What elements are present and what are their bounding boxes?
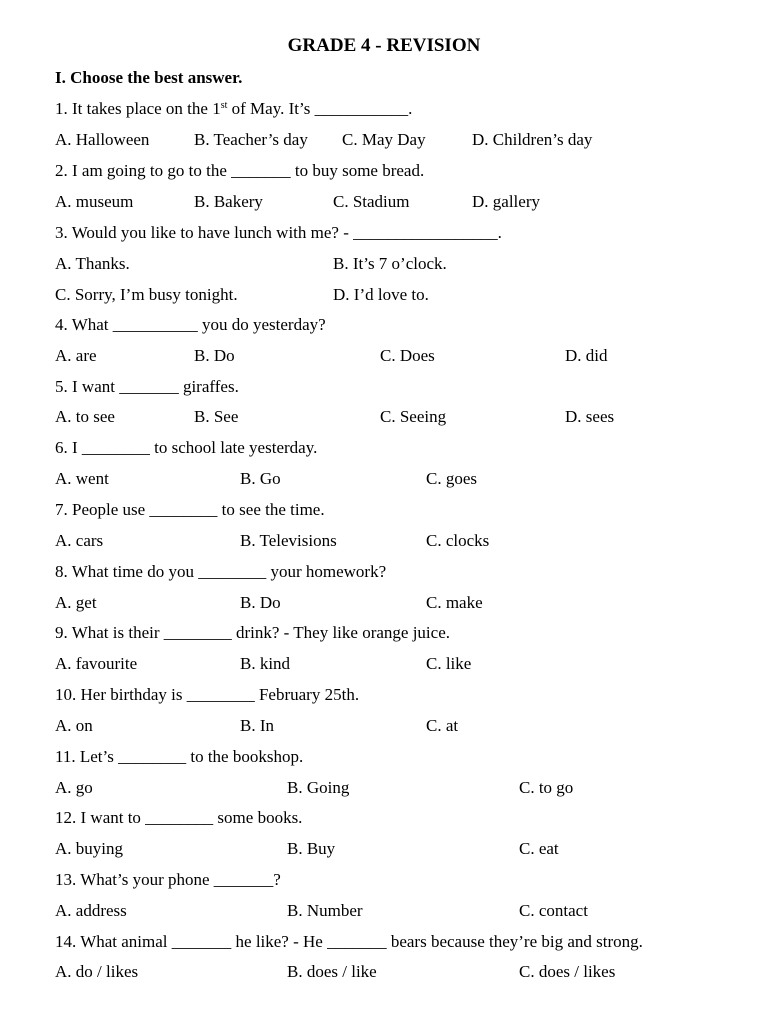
question-3-option-a[interactable]: A. Thanks.: [55, 254, 130, 273]
question-12: 12. I want to ________ some books.: [55, 808, 303, 827]
question-8: 8. What time do you ________ your homework?: [55, 562, 387, 581]
question-5-option-c[interactable]: C. Seeing: [380, 407, 447, 426]
question-8-option-a[interactable]: A. get: [55, 593, 97, 612]
question-9-option-a[interactable]: A. favourite: [55, 654, 138, 673]
question-2-option-c[interactable]: C. Stadium: [333, 192, 410, 211]
question-1-option-b[interactable]: B. Teacher’s day: [194, 130, 308, 149]
question-12-option-c[interactable]: C. eat: [519, 839, 559, 858]
question-10-option-b[interactable]: B. In: [240, 716, 274, 735]
question-3-option-b[interactable]: B. It’s 7 o’clock.: [333, 254, 447, 273]
question-8-option-c[interactable]: C. make: [426, 593, 483, 612]
question-7-option-b[interactable]: B. Televisions: [240, 531, 337, 550]
question-1-option-a[interactable]: A. Halloween: [55, 130, 150, 149]
question-1-option-c[interactable]: C. May Day: [342, 130, 426, 149]
question-14-option-a[interactable]: A. do / likes: [55, 962, 139, 981]
question-6-option-b[interactable]: B. Go: [240, 469, 281, 488]
question-7: 7. People use ________ to see the time.: [55, 500, 325, 519]
question-1-text-end: of May. It’s ___________.: [227, 99, 413, 118]
question-11-option-c[interactable]: C. to go: [519, 778, 574, 797]
question-4: 4. What __________ you do yesterday?: [55, 315, 326, 334]
question-2-option-a[interactable]: A. museum: [55, 192, 134, 211]
question-8-option-b[interactable]: B. Do: [240, 593, 281, 612]
question-13-option-b[interactable]: B. Number: [287, 901, 363, 920]
question-13-option-c[interactable]: C. contact: [519, 901, 588, 920]
question-6-option-a[interactable]: A. went: [55, 469, 109, 488]
question-3: 3. Would you like to have lunch with me? - _________________.: [55, 223, 502, 242]
question-2-option-b[interactable]: B. Bakery: [194, 192, 263, 211]
question-9: 9. What is their ________ drink? - They like orange juice.: [55, 623, 450, 642]
page-title: GRADE 4 - REVISION: [287, 35, 481, 56]
question-14-option-c[interactable]: C. does / likes: [519, 962, 616, 981]
question-5-option-d[interactable]: D. sees: [565, 407, 615, 426]
question-1-option-d[interactable]: D. Children’s day: [472, 130, 593, 149]
question-10-option-a[interactable]: A. on: [55, 716, 93, 735]
question-4-option-a[interactable]: A. are: [55, 346, 97, 365]
question-5: 5. I want _______ giraffes.: [55, 377, 239, 396]
question-13-option-a[interactable]: A. address: [55, 901, 127, 920]
question-14-option-b[interactable]: B. does / like: [287, 962, 377, 981]
question-11-option-a[interactable]: A. go: [55, 778, 93, 797]
question-1-text-start: 1. It takes place on the 1: [55, 99, 221, 118]
question-1: [55, 98, 412, 120]
question-11: 11. Let’s ________ to the bookshop.: [55, 747, 304, 766]
question-9-option-c[interactable]: C. like: [426, 654, 472, 673]
question-6: 6. I ________ to school late yesterday.: [55, 438, 318, 457]
question-11-option-b[interactable]: B. Going: [287, 778, 350, 797]
question-1-superscript: st: [220, 100, 228, 111]
question-4-option-d[interactable]: D. did: [565, 346, 608, 365]
question-9-option-b[interactable]: B. kind: [240, 654, 291, 673]
question-3-option-d[interactable]: D. I’d love to.: [333, 285, 429, 304]
question-5-option-b[interactable]: B. See: [194, 407, 239, 426]
question-13: 13. What’s your phone _______?: [55, 870, 281, 889]
question-10: 10. Her birthday is ________ February 25th.: [55, 685, 360, 704]
question-3-option-c[interactable]: C. Sorry, I’m busy tonight.: [55, 285, 238, 304]
question-4-option-c[interactable]: C. Does: [380, 346, 435, 365]
question-14: 14. What animal _______ he like? - He _______ bears because they’re big and strong.: [55, 932, 643, 951]
question-7-option-a[interactable]: A. cars: [55, 531, 104, 550]
question-7-option-c[interactable]: C. clocks: [426, 531, 490, 550]
question-12-option-b[interactable]: B. Buy: [287, 839, 336, 858]
question-12-option-a[interactable]: A. buying: [55, 839, 123, 858]
question-5-option-a[interactable]: A. to see: [55, 407, 115, 426]
question-2: 2. I am going to go to the _______ to buy some bread.: [55, 161, 425, 180]
question-4-option-b[interactable]: B. Do: [194, 346, 235, 365]
question-6-option-c[interactable]: C. goes: [426, 469, 477, 488]
question-10-option-c[interactable]: C. at: [426, 716, 459, 735]
question-2-option-d[interactable]: D. gallery: [472, 192, 540, 211]
section-heading: I. Choose the best answer.: [55, 68, 243, 87]
